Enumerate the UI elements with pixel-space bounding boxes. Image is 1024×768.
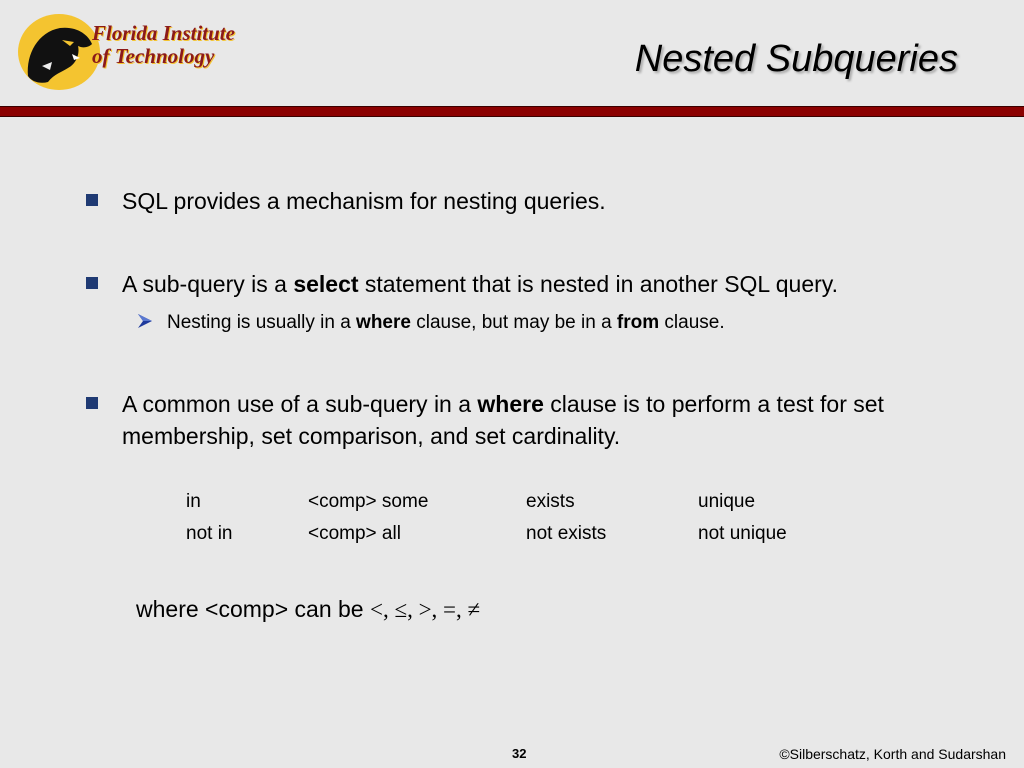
panther-emblem <box>18 14 100 90</box>
sub-bullet-keyword-where: where <box>356 312 411 333</box>
bullet-2-pre: A sub-query is a <box>122 271 294 297</box>
bullet-3-post: clause is to perform a test for set membership, set comparison, and set cardinality. <box>122 391 884 449</box>
bullet-2-post: statement that is nested in another SQL query. <box>358 271 838 297</box>
bullet-2-keyword: select <box>293 271 359 297</box>
comp-definition-text: where <comp> can be <box>136 596 370 622</box>
comp-definition <box>136 596 480 623</box>
square-bullet-icon <box>86 397 98 409</box>
square-bullet-icon <box>86 194 98 206</box>
copyright-notice: ©Silberschatz, Korth and Sudarshan <box>779 746 1006 762</box>
logo-line-2: of Technology <box>92 44 215 68</box>
header-rule <box>0 106 1024 117</box>
bullet-2-text <box>122 268 962 300</box>
operator-unique: unique <box>698 491 756 512</box>
comp-symbols: <, ≤, >, =, ≠ <box>369 597 481 622</box>
square-bullet-icon <box>86 277 98 289</box>
logo-line-1: Florida Institute <box>92 21 235 45</box>
arrow-bullet-icon <box>136 312 154 330</box>
sub-bullet-post: clause. <box>659 312 725 333</box>
fit-logo <box>18 14 258 90</box>
operator-not-unique: not unique <box>698 523 787 544</box>
bullet-3-keyword: where <box>477 391 544 417</box>
operator-comp-some: <comp> some <box>308 491 429 512</box>
sub-bullet-text <box>167 310 725 336</box>
page-number: 32 <box>512 746 527 761</box>
logo-wordmark <box>92 22 235 68</box>
operator-comp-all: <comp> all <box>308 523 401 544</box>
sub-bullet-pre: Nesting is usually in a <box>167 312 357 333</box>
bullet-1-text: SQL provides a mechanism for nesting queries. <box>122 188 606 214</box>
sub-bullet-keyword-from: from <box>616 312 660 333</box>
bullet-3-pre: A common use of a sub-query in a <box>122 391 478 417</box>
operator-exists: exists <box>526 491 575 512</box>
bullet-3-text <box>122 388 962 452</box>
slide-title: Nested Subqueries <box>634 38 958 80</box>
sub-bullet-mid: clause, but may be in a <box>410 312 617 333</box>
operator-not-exists: not exists <box>526 523 607 544</box>
operator-in: in <box>186 491 201 512</box>
operator-not-in: not in <box>186 523 233 544</box>
